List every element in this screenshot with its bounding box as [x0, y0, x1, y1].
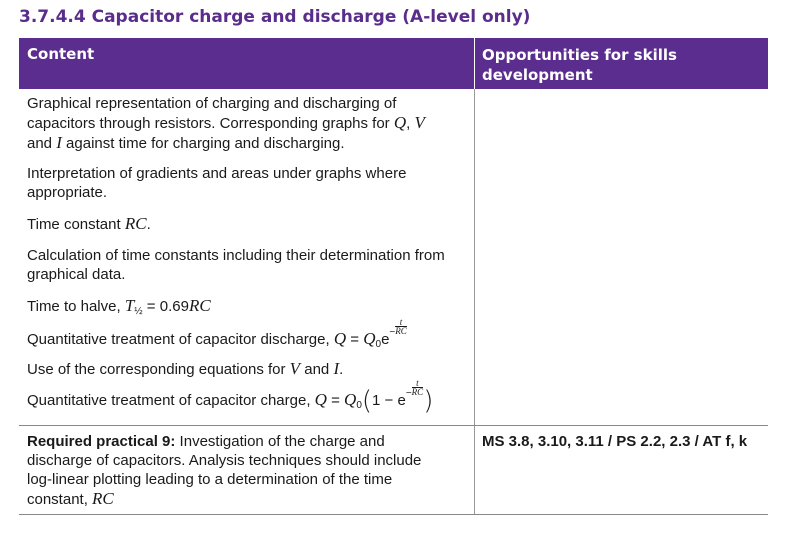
corresponding-end: .	[339, 361, 344, 378]
symbol-v: V	[414, 113, 425, 132]
symbol-rc-halve: RC	[188, 296, 211, 315]
charge-exp-num: t	[412, 379, 424, 388]
header-content: Content	[27, 45, 95, 63]
discharge-e: e	[381, 331, 390, 348]
charge-exp-den: RC	[411, 387, 424, 397]
table-bottom-border	[19, 514, 768, 515]
charge-q0: Q	[344, 390, 357, 409]
content-charge	[27, 378, 467, 416]
charge-lparen: (	[361, 386, 373, 416]
discharge-q0-sub: 0	[375, 339, 382, 350]
header-divider	[474, 38, 475, 89]
practical-text3: log-linear plotting leading to a determination of the time	[27, 471, 393, 488]
halve-text: Time to halve,	[27, 298, 125, 315]
time-constant-end: .	[146, 216, 151, 233]
symbol-rc: RC	[124, 214, 147, 233]
content-interpretation: Interpretation of gradients and areas under graphs where appropriate.	[27, 165, 407, 201]
header-skills: Opportunities for skills development	[482, 46, 677, 84]
charge-exp-sign: −	[405, 388, 412, 399]
symbol-sep: ,	[406, 115, 415, 132]
charge-one-minus-e: 1 − e	[372, 392, 406, 409]
symbol-i: I	[56, 133, 62, 152]
practical-skills: MS 3.8, 3.10, 3.11 / PS 2.2, 2.3 / AT f, k	[482, 433, 748, 450]
corresponding-text: Use of the corresponding equations for	[27, 361, 290, 378]
row-divider	[19, 425, 768, 426]
corresponding-i: I	[333, 359, 340, 378]
charge-text: Quantitative treatment of capacitor charge,	[27, 392, 315, 409]
practical-rc: RC	[92, 489, 114, 508]
content-time-constant	[27, 214, 467, 234]
content-discharge	[27, 317, 467, 354]
practical-text2: discharge of capacitors. Analysis techniques should include	[27, 452, 422, 469]
halve-subscript: ½	[134, 306, 143, 317]
practical-title: Required practical 9:	[27, 433, 176, 450]
content-corresponding	[27, 359, 467, 379]
corresponding-v: V	[289, 359, 301, 378]
time-constant-text: Time constant	[27, 216, 125, 233]
charge-eq: =	[326, 392, 345, 409]
table-body	[19, 89, 768, 515]
symbol-q: Q	[393, 113, 407, 132]
discharge-exponent	[395, 318, 407, 335]
discharge-text: Quantitative treatment of capacitor discharge,	[27, 331, 334, 348]
discharge-q0: Q	[363, 329, 376, 348]
graphical-line3b: against time for charging and discharging.	[61, 135, 345, 152]
graphical-line2: capacitors through resistors. Corresponding graphs for	[27, 115, 394, 132]
symbol-t: T	[124, 296, 135, 315]
discharge-eq: =	[346, 331, 364, 348]
charge-q0-sub: 0	[356, 400, 362, 411]
charge-rparen: )	[423, 386, 434, 416]
graphical-line1: Graphical representation of charging and discharging of	[27, 95, 397, 112]
section-heading: 3.7.4.4 Capacitor charge and discharge (A-level only)	[19, 7, 531, 27]
charge-q: Q	[314, 390, 327, 409]
table-header	[19, 38, 768, 89]
discharge-q: Q	[333, 329, 347, 348]
discharge-exp-sign: −	[389, 327, 396, 338]
discharge-exp-num: t	[395, 318, 407, 327]
charge-exponent	[412, 379, 424, 396]
practical-text1: Investigation of the charge and	[175, 433, 385, 450]
practical-text4: constant,	[27, 491, 93, 508]
halve-eq: = 0.69	[142, 298, 189, 315]
content-calculation: Calculation of time constants including their determination from graphical data.	[27, 247, 445, 283]
content-graphical	[27, 94, 467, 153]
content-practical	[27, 432, 467, 509]
column-divider	[474, 89, 475, 515]
discharge-exp-den: RC	[395, 326, 407, 336]
corresponding-and: and	[300, 361, 334, 378]
graphical-line3a: and	[27, 135, 57, 152]
